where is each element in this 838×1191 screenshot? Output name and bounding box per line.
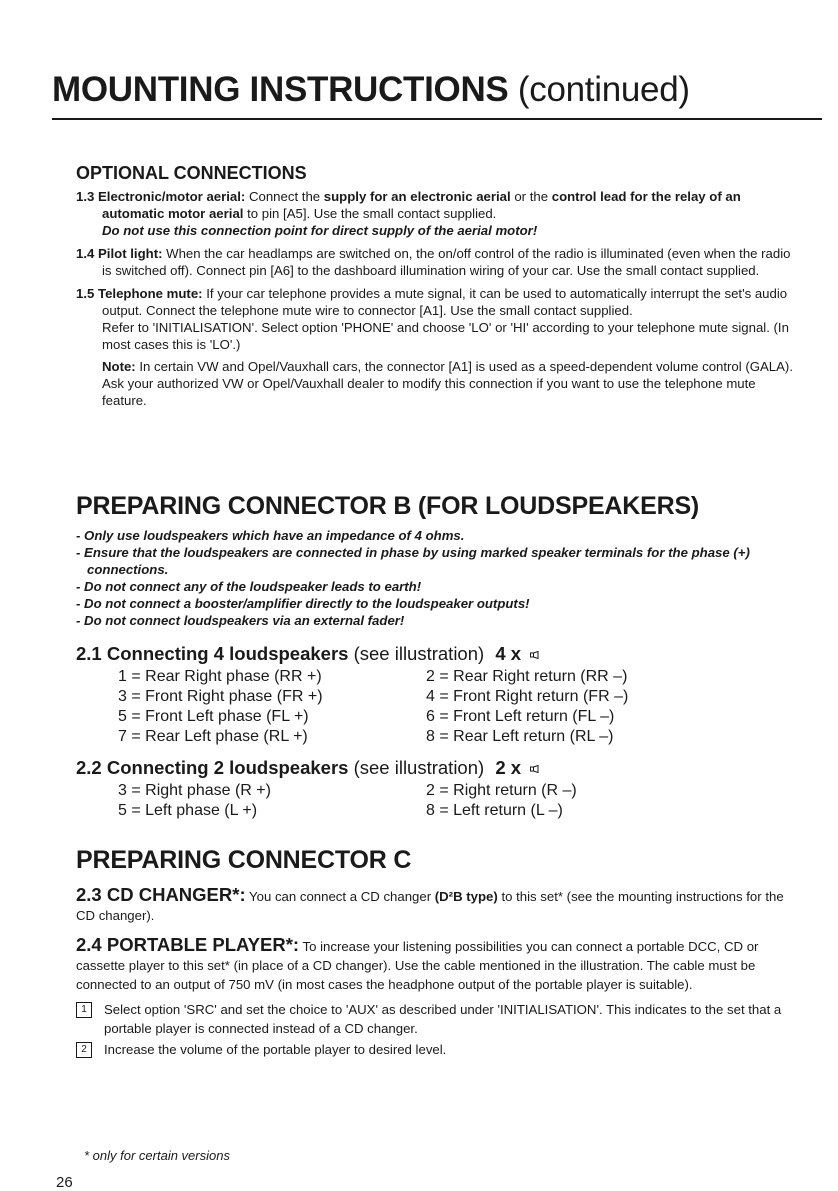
item-number: 1.5 [76, 286, 95, 301]
subsection-see: (see illustration) [348, 643, 485, 664]
paragraph-lead: 2.4 PORTABLE PLAYER*: [76, 934, 300, 955]
wire-entry: 2 = Right return (R –) [426, 782, 577, 799]
page-number: 26 [56, 1174, 73, 1191]
step-item [76, 1000, 796, 1038]
item-1-3 [76, 188, 796, 239]
item-number: 1.4 [76, 246, 95, 261]
wiring-list-4 [118, 667, 796, 747]
item-bold: supply for an electronic aerial [323, 189, 511, 204]
wire-entry: 8 = Left return (L –) [426, 802, 563, 819]
title-rule [52, 118, 822, 120]
step-number-box: 1 [76, 1002, 92, 1018]
item-1-4 [76, 245, 796, 279]
warning-item: - Do not connect a booster/amplifier directly to the loudspeaker outputs! [76, 596, 530, 611]
wire-entry: 5 = Front Left phase (FL +) [118, 708, 309, 725]
item-refer: Refer to 'INITIALISATION'. Select option 'PHONE' and choose 'LO' or 'HI' according to your telephone mute signal. (In most cases this is 'LO'.) [102, 320, 789, 352]
item-warning: Do not use this connection point for direct supply of the aerial motor! [102, 223, 538, 238]
page-title [52, 70, 822, 114]
speaker-icon [530, 765, 540, 773]
item-text: Connect the [245, 189, 324, 204]
note-label: Note: [102, 359, 136, 374]
subsection-title: 2.1 Connecting 4 loudspeakers [76, 643, 349, 664]
subsection-2-1-heading [76, 643, 796, 665]
warning-item: - Do not connect any of the loudspeaker leads to earth! [76, 579, 422, 594]
wire-entry: 2 = Rear Right return (RR –) [426, 668, 628, 685]
optional-connections-section [76, 163, 796, 409]
paragraph-text: to this set* (see the mounting instructions for the CD changer). [76, 889, 784, 923]
item-text: or the [510, 189, 552, 204]
item-bold: control lead for the relay of an automatic motor aerial [102, 189, 741, 221]
wire-entry: 7 = Rear Left phase (RL +) [118, 728, 308, 745]
step-item [76, 1040, 796, 1059]
title-light: (continued) [517, 70, 690, 109]
step-number-box: 2 [76, 1042, 92, 1058]
footnote: * only for certain versions [84, 1148, 230, 1163]
portable-player-paragraph [76, 935, 796, 994]
wire-entry: 3 = Front Right phase (FR +) [118, 688, 323, 705]
connector-b-section [76, 492, 796, 821]
paragraph-text: To increase your listening possibilities you can connect a portable DCC, CD or cassette player to this set* (in place of a CD changer). Use the cable mentioned in the illustration. The cable must be connected to an output of 750 mV (in most cases the headphone output of the portable player is suitable). [76, 939, 759, 992]
subsection-title: 2.2 Connecting 2 loudspeakers [76, 757, 349, 778]
item-note [102, 358, 796, 409]
subsection-2-2-heading [76, 757, 796, 779]
note-text: In certain VW and Opel/Vauxhall cars, the connector [A1] is used as a speed-dependent volume control (GALA). Ask your authorized VW or Opel/Vauxhall dealer to modify this connection if you want to use the telephone mute feature. [102, 359, 793, 408]
paragraph-bold: (D²B type) [434, 889, 498, 904]
speaker-count: 2 x [495, 757, 522, 778]
wire-entry: 8 = Rear Left return (RL –) [426, 728, 614, 745]
speaker-icon [530, 651, 540, 659]
item-text: When the car headlamps are switched on, the on/off control of the radio is illuminated (even when the radio is switched off). Connect pin [A6] to the dashboard illumination wiring of your car. Use the small contact supplied. [102, 246, 791, 278]
warning-item: - Do not connect loudspeakers via an external fader! [76, 613, 405, 628]
warning-item: - Ensure that the loudspeakers are connected in phase by using marked speaker terminals for the phase (+) connections. [76, 545, 750, 577]
item-label: Pilot light: [98, 246, 163, 261]
wiring-list-2 [118, 781, 796, 821]
item-label: Electronic/motor aerial: [98, 189, 246, 204]
wire-entry: 4 = Front Right return (FR –) [426, 688, 629, 705]
wire-entry: 3 = Right phase (R +) [118, 782, 271, 799]
paragraph-lead: 2.3 CD CHANGER*: [76, 884, 246, 905]
connector-c-section [76, 846, 796, 1059]
loudspeaker-warnings [76, 527, 796, 629]
item-number: 1.3 [76, 189, 95, 204]
wire-entry: 5 = Left phase (L +) [118, 802, 258, 819]
warning-item: - Only use loudspeakers which have an impedance of 4 ohms. [76, 528, 465, 543]
item-label: Telephone mute: [98, 286, 203, 301]
cd-changer-paragraph [76, 885, 796, 925]
wire-entry: 6 = Front Left return (FL –) [426, 708, 615, 725]
optional-connections-heading: OPTIONAL CONNECTIONS [76, 163, 307, 183]
subsection-see: (see illustration) [348, 757, 485, 778]
paragraph-text: You can connect a CD changer [245, 889, 435, 904]
step-text: Increase the volume of the portable player to desired level. [104, 1042, 447, 1057]
speaker-count: 4 x [495, 643, 522, 664]
wire-entry: 1 = Rear Right phase (RR +) [118, 668, 322, 685]
step-text: Select option 'SRC' and set the choice to 'AUX' as described under 'INITIALISATION'. This indicates to the set that a portable player is connected instead of a CD changer. [104, 1002, 782, 1036]
item-text: If your car telephone provides a mute signal, it can be used to automatically interrupt the set's audio output. Connect the telephone mute wire to connector [A1]. Use the small contact supplied. [102, 286, 788, 318]
item-text: to pin [A5]. Use the small contact supplied. [243, 206, 497, 221]
title-bold: MOUNTING INSTRUCTIONS [52, 70, 509, 109]
item-1-5 [76, 285, 796, 409]
connector-c-heading: PREPARING CONNECTOR C [76, 846, 412, 874]
connector-b-heading: PREPARING CONNECTOR B (FOR LOUDSPEAKERS) [76, 492, 700, 520]
